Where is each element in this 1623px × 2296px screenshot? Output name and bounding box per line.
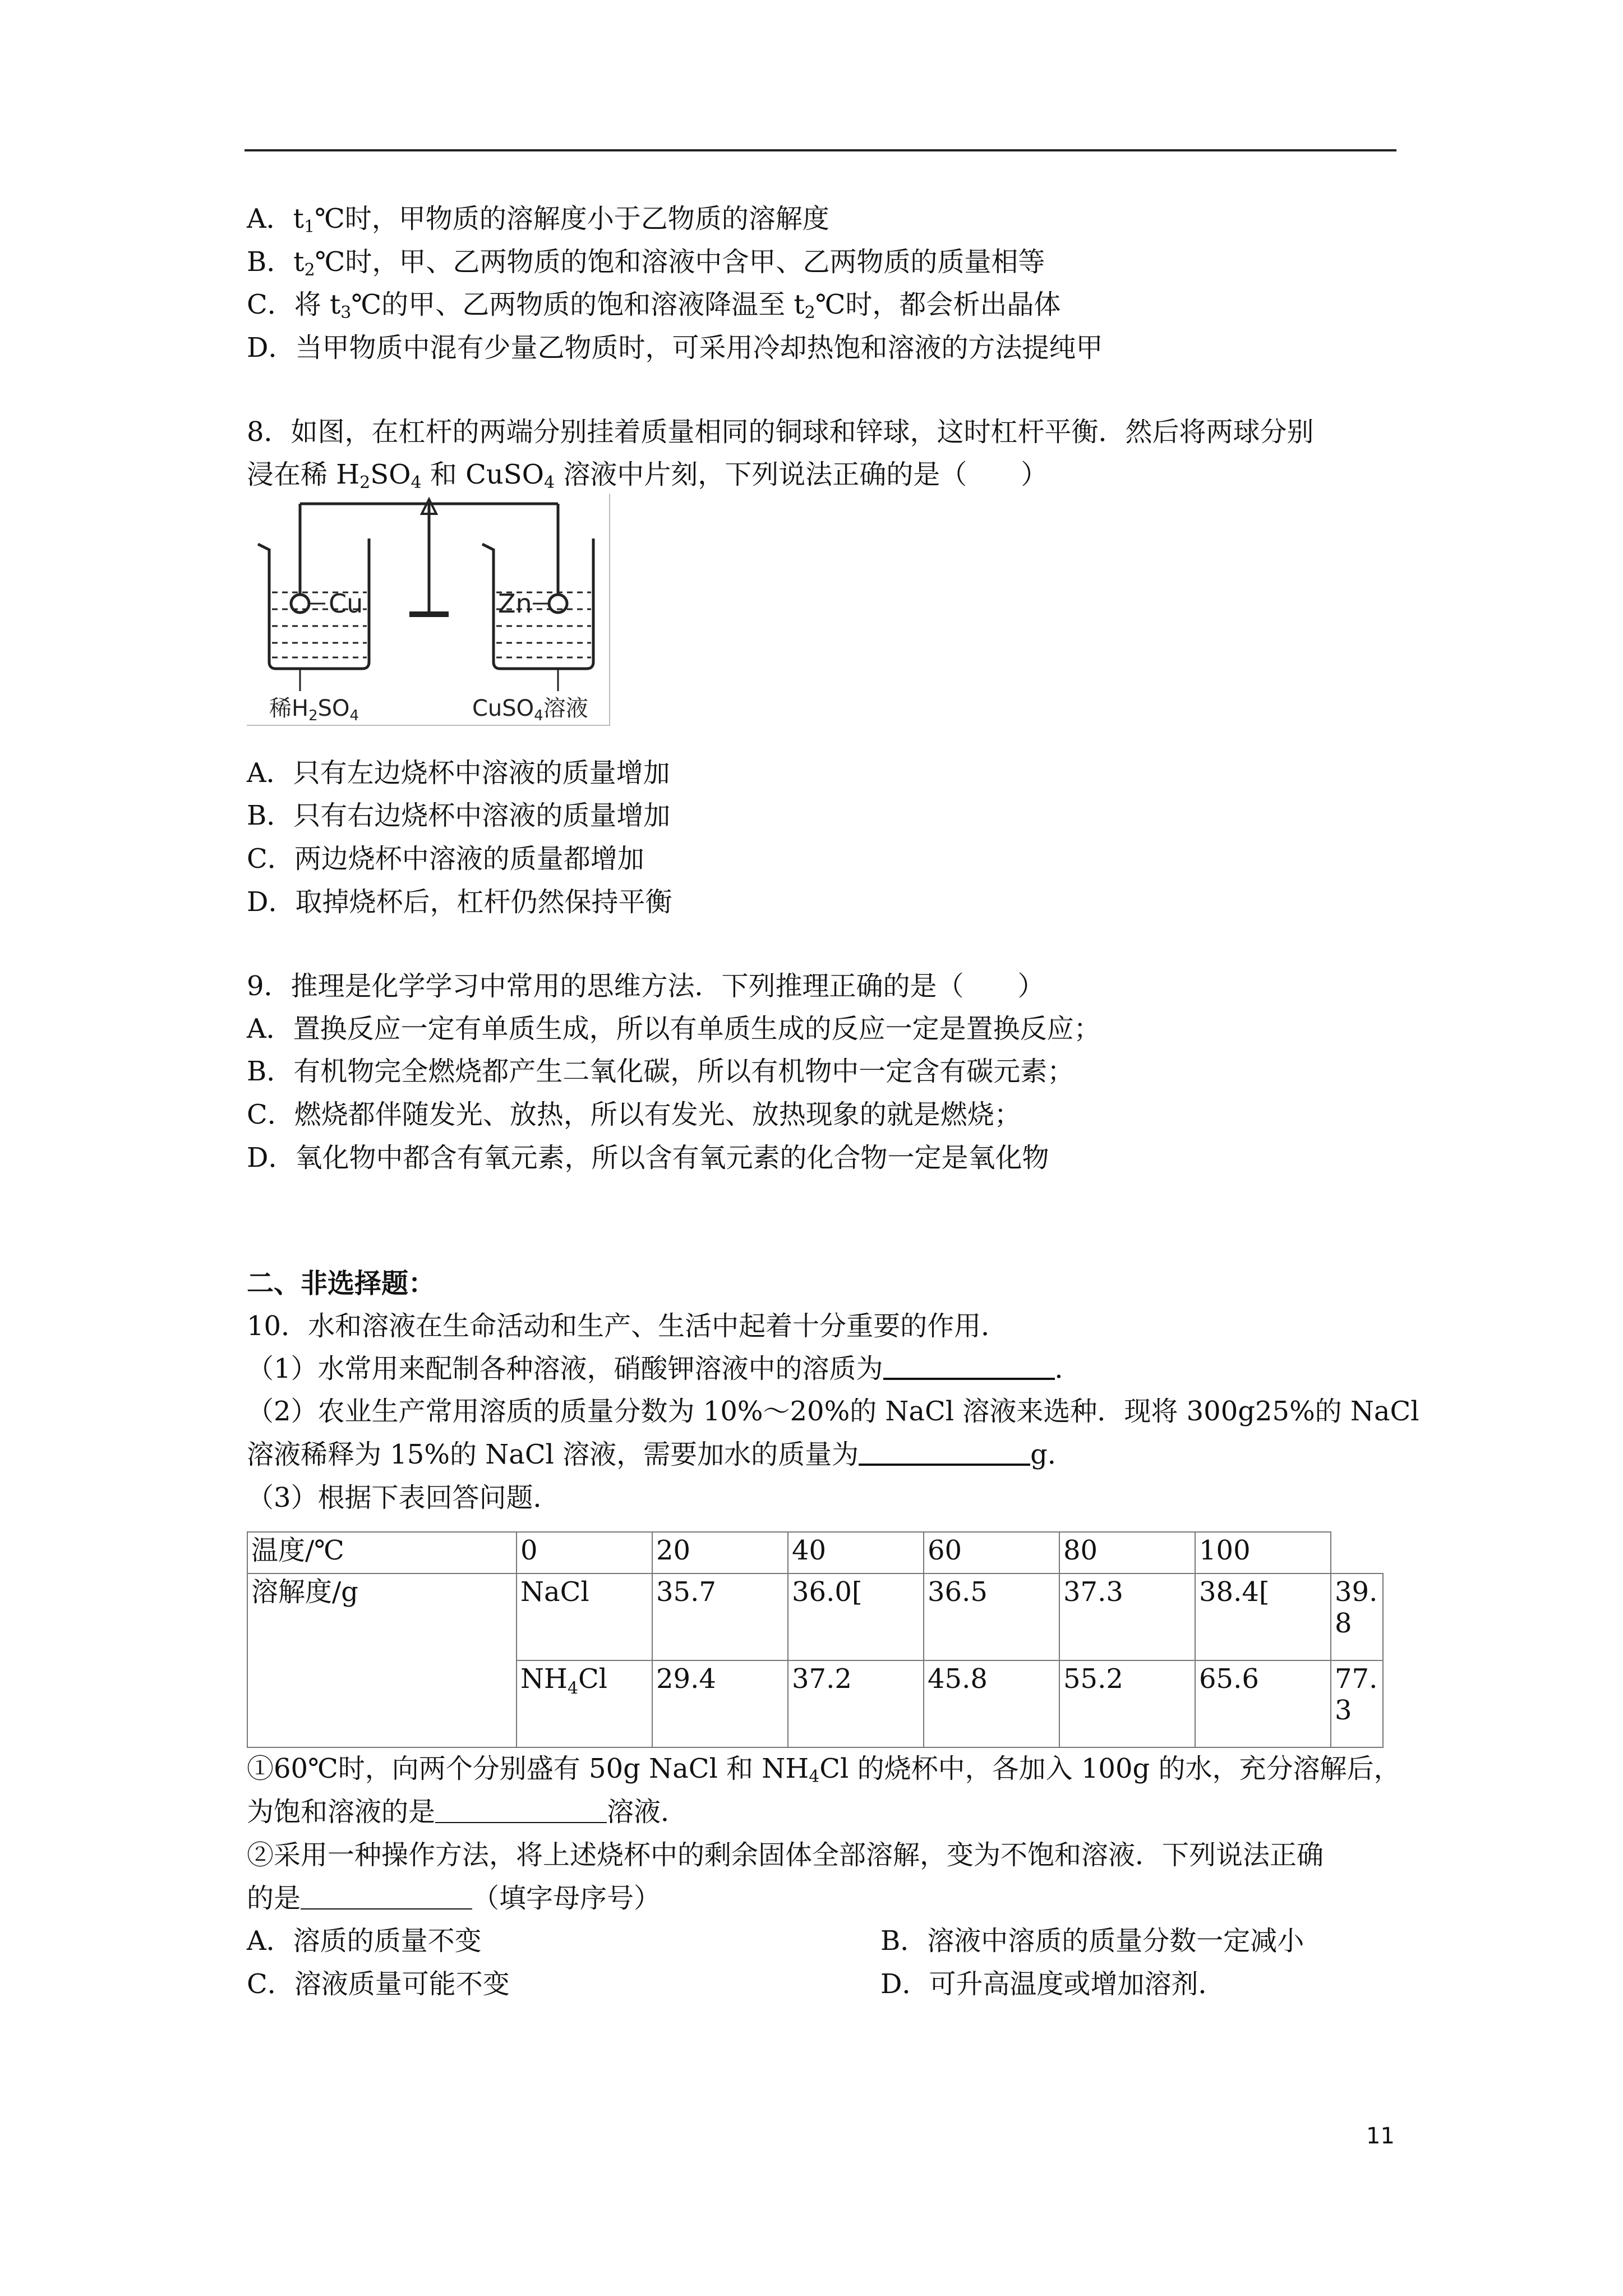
table-header-temp: 80 — [1059, 1532, 1195, 1573]
q10-part1: （1）水常用来配制各种溶液，硝酸钾溶液中的溶质为 ． — [247, 1353, 1082, 1384]
table-row — [247, 1573, 1383, 1660]
table-cell: 37.3 — [1059, 1573, 1195, 1660]
table-cell-substance: $NH_4Cl$ — [517, 1660, 652, 1747]
q8-option-b: B．只有右边烧杯中溶液的质量增加 — [247, 800, 671, 831]
q9-stem: 9．推理是化学学习中常用的思维方法．下列推理正确的是（ ） — [247, 970, 1045, 1002]
q10-stem: 10．水和溶液在生命活动和生产、生活中起着十分重要的作用． — [247, 1310, 1008, 1342]
page-number: 11 — [1366, 2123, 1395, 2149]
q8-stem-line2: 浸在稀 $H_2SO_4$ 和 CuSO$_4$ 溶液中片刻，下列说法正确的是（ ） — [247, 459, 1048, 493]
table-header-temp: 40 — [788, 1532, 924, 1573]
table-cell: 38.4[ — [1195, 1573, 1331, 1660]
q8-option-d: D．取掉烧杯后，杠杆仍然保持平衡 — [247, 886, 672, 918]
zinc-label: Zn — [498, 588, 532, 619]
q9-option-c: C．燃烧都伴随发光、放热，所以有发光、放热现象的就是燃烧； — [247, 1099, 1021, 1130]
table-header-temp: 0 — [517, 1532, 652, 1573]
q9-option-a: A．置换反应一定有单质生成，所以有单质生成的反应一定是置换反应； — [247, 1013, 1101, 1045]
q8-option-c: C．两边烧杯中溶液的质量都增加 — [247, 843, 644, 875]
answer-blank-water-mass[interactable] — [859, 1439, 1030, 1466]
table-row — [247, 1532, 1383, 1573]
table-cell: 77. 3 — [1331, 1660, 1383, 1747]
table-cell: 36.0[ — [788, 1573, 924, 1660]
q10-part2-line1: （2）农业生产常用溶质的质量分数为 10%～20%的 NaCl 溶液来选种．现将 300g25%的 NaCl — [247, 1396, 1419, 1427]
copper-sulfate-label: CuSO$_4$溶液 — [472, 696, 588, 724]
table-cell: 55.2 — [1059, 1660, 1195, 1747]
solubility-table — [247, 1531, 1384, 1748]
table-cell: 39. 8 — [1331, 1573, 1383, 1660]
q7-option-c: C．将 $t_3℃$的甲、乙两物质的饱和溶液降温至 $t_2℃$时，都会析出晶体 — [247, 289, 1061, 323]
answer-blank-solute[interactable] — [883, 1353, 1055, 1380]
answer-blank-saturated[interactable] — [435, 1797, 607, 1823]
header-rule — [245, 149, 1396, 151]
table-row-label: 溶解度/g — [247, 1573, 517, 1747]
copper-label: Cu — [329, 588, 363, 619]
q10-part3: （3）根据下表回答问题． — [247, 1482, 560, 1513]
table-header-label: 温度/℃ — [247, 1532, 517, 1573]
q10-sub2-option-row2: C．溶液质量可能不变 D．可升高温度或增加溶剂． — [247, 1968, 1225, 2000]
q7-option-b: B．$t_2℃$时，甲、乙两物质的饱和溶液中含甲、乙两物质的质量相等 — [247, 246, 1045, 280]
q9-option-d: D．氧化物中都含有氧元素，所以含有氧元素的化合物一定是氧化物 — [247, 1142, 1049, 1174]
q10-sub2-line1: ②采用一种操作方法，将上述烧杯中的剩余固体全部溶解，变为不饱和溶液．下列说法正确 — [247, 1839, 1324, 1871]
table-cell: 36.5 — [924, 1573, 1059, 1660]
dilute-sulfuric-acid-label: 稀$H_2SO_4$ — [269, 696, 359, 724]
table-cell: 29.4 — [652, 1660, 788, 1747]
q10-sub2-option-row1: A．溶质的质量不变 B．溶液中溶质的质量分数一定减小 — [247, 1925, 1304, 1957]
q10-part2-line2: 溶液稀释为 15%的 NaCl 溶液，需要加水的质量为 g． — [247, 1439, 1075, 1470]
table-cell-substance: NaCl — [517, 1573, 652, 1660]
q7-option-d: D．当甲物质中混有少量乙物质时，可采用冷却热饱和溶液的方法提纯甲 — [247, 332, 1103, 364]
q8-stem-line1: 8．如图，在杠杆的两端分别挂着质量相同的铜球和锌球，这时杠杆平衡．然后将两球分别 — [247, 416, 1314, 448]
table-header-temp: 60 — [924, 1532, 1059, 1573]
table-cell: 45.8 — [924, 1660, 1059, 1747]
table-empty-cell — [1331, 1532, 1383, 1573]
section-heading: 二、非选择题： — [247, 1268, 436, 1299]
q10-sub1-line1: ①60℃时，向两个分别盛有 50g NaCl 和 $NH_4Cl$ 的烧杯中，各加入 100g 的水，充分溶解后， — [247, 1753, 1401, 1787]
q10-sub2-line2: 的是 （填字母序号） — [247, 1883, 661, 1914]
q9-option-b: B．有机物完全燃烧都产生二氧化碳，所以有机物中一定含有碳元素； — [247, 1056, 1075, 1087]
lever-diagram — [247, 494, 609, 725]
q10-sub1-line2: 为饱和溶液的是 溶液． — [247, 1796, 688, 1828]
q8-option-a: A．只有左边烧杯中溶液的质量增加 — [247, 757, 670, 789]
q7-option-a: A．$t_1℃$时，甲物质的溶解度小于乙物质的溶解度 — [247, 203, 829, 237]
table-cell: 65.6 — [1195, 1660, 1331, 1747]
table-cell: 35.7 — [652, 1573, 788, 1660]
table-cell: 37.2 — [788, 1660, 924, 1747]
answer-blank-choice[interactable] — [301, 1884, 472, 1910]
table-header-temp: 20 — [652, 1532, 788, 1573]
table-header-temp: 100 — [1195, 1532, 1331, 1573]
lever-beaker-figure — [247, 494, 610, 726]
